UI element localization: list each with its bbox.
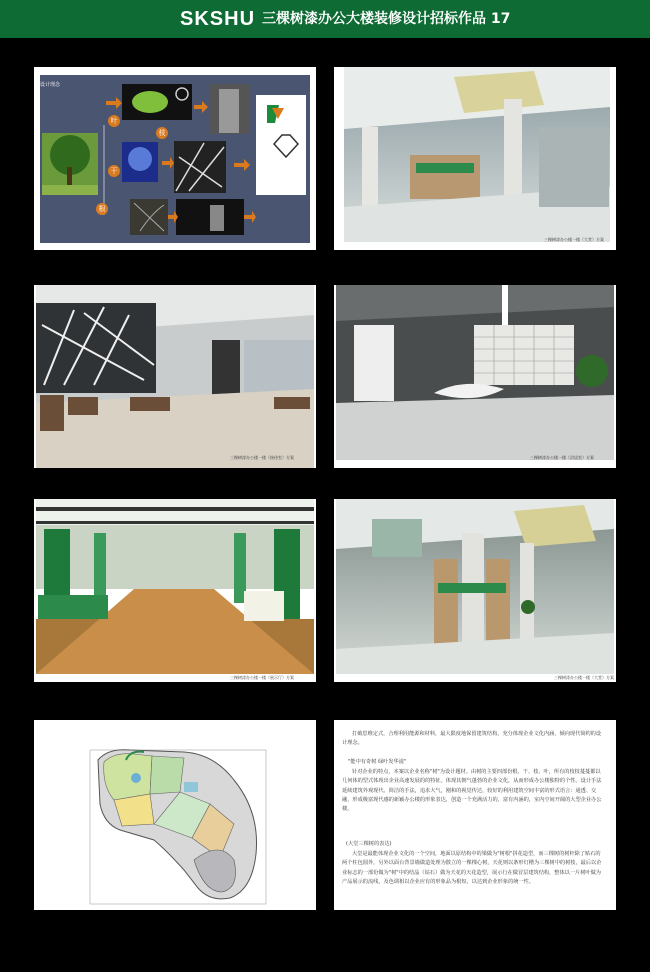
concept-diagram [34, 67, 316, 250]
lobby-paragraph: 大堂是最能体现企业文化的一个空间，地面以原结构中的梁做为"树根"拼花造型，而三棵树的树杆除了贴石的两个柱包圆外，另外以面台背景墙做造处理为散立的一棵棵心树，天花则以条形灯槽为三棵树中的树枝，最后以企业标志的一部份做为"树"中的结晶（钻石）做为天花的天花造型，展示行在做冒层建筑结构，整体以一片树叶做为产品展示的流线，及色调相以企业应有的形象品为根短，以达到企业形象的统一性。 [342, 851, 602, 885]
node-leaf: 叶 [108, 115, 120, 127]
concept-subheading: "能中有奇树 绿叶发华滋" [348, 759, 407, 765]
reception-image [34, 285, 316, 468]
floor-plan [34, 720, 316, 910]
skshu-logo: SKSHU [180, 8, 256, 30]
lobby-render-top [334, 67, 616, 250]
node-trunk: 干 [108, 165, 120, 177]
showroom-caption: 三棵树漆办公楼一楼（展示厅）方案 [230, 675, 294, 680]
showroom-render [34, 499, 316, 682]
concept-paragraph: 针对企业的特点，本案以企业名称"树"为设计题材。由树的主要四部份根、干、枝、叶，所有的枝枝蔓蔓都以几何体的型式体现出企业高速发展的的特征。体现其朝气蓬勃的企业文化，从而形成办公楼独特的个性。设计手法延续建筑外观现代、简洁的手法，追求大气，刚和的视觉传达，较好的利用建筑空间丰富的形式语言：通透、交融，形成极富现代感的新颖办公楼的形象表达，创造一个充满活力的，富有内涵的，室内空间开阔的大型企业办公楼。 [342, 769, 602, 813]
page-title: 三棵树漆办公大楼装修设计招标作品 17 [262, 11, 511, 27]
floor-plan-panel [34, 720, 316, 910]
lobby-bottom-image [334, 499, 616, 682]
lobby-render-bottom [334, 499, 616, 682]
node-branch: 枝 [156, 127, 168, 139]
lounge-caption: 三棵树漆办公楼一楼（洽谈室）方案 [530, 455, 594, 460]
lounge-image [334, 285, 616, 468]
lobby-subheading: (大堂三棵树的表达) [346, 841, 392, 847]
intro-paragraph: 打破思维定式，合理利用能源和材料，最大限度地保留建筑结构，充分体现企业文化内涵，倾向现代简约的设计理念。 [342, 731, 602, 747]
node-root: 根 [96, 203, 108, 215]
header-bar [0, 0, 650, 38]
lounge-render [334, 285, 616, 468]
lobby-image [334, 67, 616, 250]
reception-caption: 三棵树漆办公楼一楼（接待室）方案 [230, 455, 294, 460]
lobby-bottom-caption: 三棵树漆办公楼一楼（大堂）方案 [554, 675, 614, 680]
showroom-image [34, 499, 316, 682]
design-description-panel [334, 720, 616, 910]
lobby-top-caption: 三棵树漆办公楼一楼（大堂）方案 [544, 237, 604, 242]
concept-panel [34, 67, 316, 250]
concept-heading: 设计理念 [40, 82, 61, 88]
reception-render [34, 285, 316, 468]
